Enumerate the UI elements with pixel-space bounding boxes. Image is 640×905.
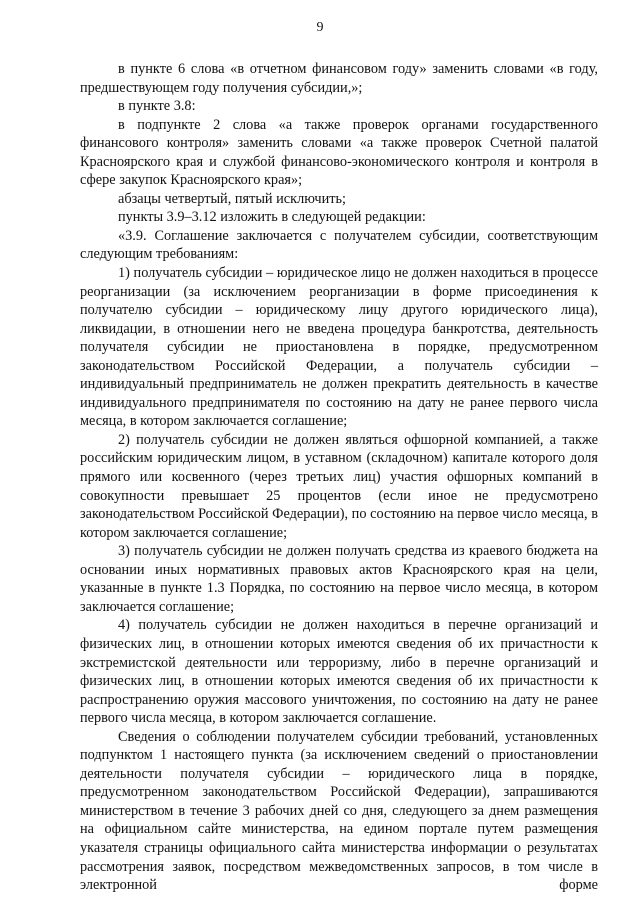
- page-number: 9: [316, 20, 324, 35]
- paragraph-10: 4) получатель субсидии не должен находиться в перечне организаций и физических лиц, в отношении которых имеются сведения об их причастности к экстремистской деятельности или терроризму, либо в перечне организаций и физических лиц, в отношении которых имеются сведения об их причастности к распространению оружия массового уничтожения, по состоянию на дату не ранее первого числа месяца, в котором заключается соглашение.: [80, 617, 598, 727]
- document-body: [80, 60, 598, 895]
- paragraph-1: в пункте 6 слова «в отчетном финансовом году» заменить словами «в году, предшествующем году получения субсидии,»;: [80, 61, 598, 96]
- paragraph-8: 2) получатель субсидии не должен являться офшорной компанией, а также российским юридическим лицом, в уставном (складочном) капитале которого доля прямого или косвенного (через третьих лиц) участия офшорных компаний в совокупности превышает 25 процентов (если иное не предусмотрено законодательством Российской Федерации), по состоянию на первое число месяца, в котором заключается соглашение;: [80, 431, 598, 541]
- paragraph-3: в подпункте 2 слова «а также проверок органами государственного финансового контроля» заменить словами «а также проверок Счетной палатой Красноярского края и службой финансово-экономического контроля и контроля в сфере закупок Красноярского края»;: [80, 116, 598, 189]
- paragraph-11: Сведения о соблюдении получателем субсидии требований, установленных подпунктом 1 настоящего пункта (за исключением сведений о приостановлении деятельности получателя субсидии – юридического лица в порядке, предусмотренном законодательством Российской Федерации), запрашиваются министерством в течение 3 рабочих дней со дня, следующего за днем размещения на официальном сайте министерства, на едином портале путем размещения указателя страницы официального сайта министерства информации о результатах рассмотрения заявок, посредством межведомственных запросов, в том числе в электронной форме: [80, 728, 598, 894]
- paragraph-9: 3) получатель субсидии не должен получать средства из краевого бюджета на основании иных нормативных правовых актов Красноярского края на цели, указанные в пункте 1.3 Порядка, по состоянию на первое число месяца, в котором заключается соглашение;: [80, 543, 598, 615]
- paragraph-4: абзацы четвертый, пятый исключить;: [118, 190, 346, 207]
- paragraph-2: в пункте 3.8:: [118, 98, 196, 115]
- paragraph-7: 1) получатель субсидии – юридическое лицо не должен находиться в процессе реорганизации (за исключением реорганизации в форме присоединения к получателю субсидии – юридическому лицу другого юридического лица), ликвидации, в отношении него не введена процедура банкротства, деятельность получателя субсидии не приостановлена в порядке, предусмотренном законодательством Российской Федерации, а получатель субсидии – индивидуальный предприниматель не должен прекратить деятельность в качестве индивидуального предпринимателя по состоянию на дату не ранее первого числа месяца, в котором заключается соглашение;: [80, 265, 598, 430]
- paragraph-6: «3.9. Соглашение заключается с получателем субсидии, соответствующим следующим требованиям:: [80, 227, 598, 263]
- paragraph-5: пункты 3.9–3.12 изложить в следующей редакции:: [118, 209, 426, 226]
